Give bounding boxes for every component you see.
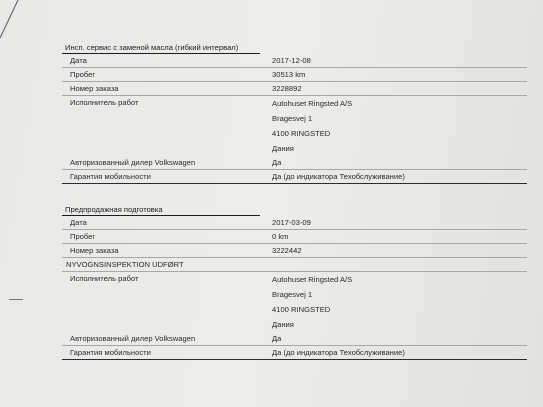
contractor-address [272,98,352,158]
contractor-city: 4100 RINGSTED [272,305,331,314]
dealer-value: Да [272,158,282,167]
dealer-value: Да [272,334,282,343]
order-label: Номер заказа [70,246,119,255]
mileage-label: Пробег [70,70,96,79]
date-row [62,54,527,68]
date-label: Дата [70,218,87,227]
service-record-oil-change [62,42,527,184]
contractor-country: Дания [272,144,294,153]
margin-mark [9,299,23,300]
mileage-row [62,68,527,82]
mileage-label: Пробег [70,232,96,241]
mobility-value: Да (до индикатора Техобслуживание) [272,172,405,181]
dealer-row [62,156,527,170]
date-value: 2017-12-08 [272,56,311,65]
mobility-row [62,170,527,184]
mileage-value: 0 km [272,232,289,241]
record-title: Предпродажная подготовка [62,204,260,216]
contractor-city: 4100 RINGSTED [272,129,331,138]
contractor-name: Autohuset Ringsted A/S [272,275,353,284]
paper-fold-line [0,0,30,40]
order-row [62,244,527,258]
mileage-row [62,230,527,244]
mobility-label: Гарантия мобильности [70,348,151,357]
contractor-name: Autohuset Ringsted A/S [272,99,353,108]
contractor-row [62,272,527,332]
contractor-street: Bragesvej 1 [272,114,313,123]
service-record-pre-delivery [62,204,527,360]
inspection-note [62,258,527,272]
order-value: 3228892 [272,84,302,93]
contractor-country: Дания [272,320,294,329]
date-value: 2017-03-09 [272,218,311,227]
record-title: Инсп. сервис с заменой масла (гибкий интервал) [62,42,260,54]
mobility-value: Да (до индикатора Техобслуживание) [272,348,405,357]
dealer-label: Авторизованный дилер Volkswagen [70,334,196,343]
contractor-row [62,96,527,156]
date-row [62,216,527,230]
inspection-note-text: NYVOGNSINSPEKTION UDFØRT [66,260,184,269]
date-label: Дата [70,56,87,65]
order-label: Номер заказа [70,84,119,93]
mobility-row [62,346,527,360]
order-row [62,82,527,96]
mobility-label: Гарантия мобильности [70,172,151,181]
contractor-address [272,274,352,334]
order-value: 3222442 [272,246,302,255]
dealer-row [62,332,527,346]
dealer-label: Авторизованный дилер Volkswagen [70,158,196,167]
contractor-label: Исполнитель работ [70,98,139,107]
contractor-label: Исполнитель работ [70,274,139,283]
contractor-street: Bragesvej 1 [272,290,313,299]
mileage-value: 30513 km [272,70,306,79]
